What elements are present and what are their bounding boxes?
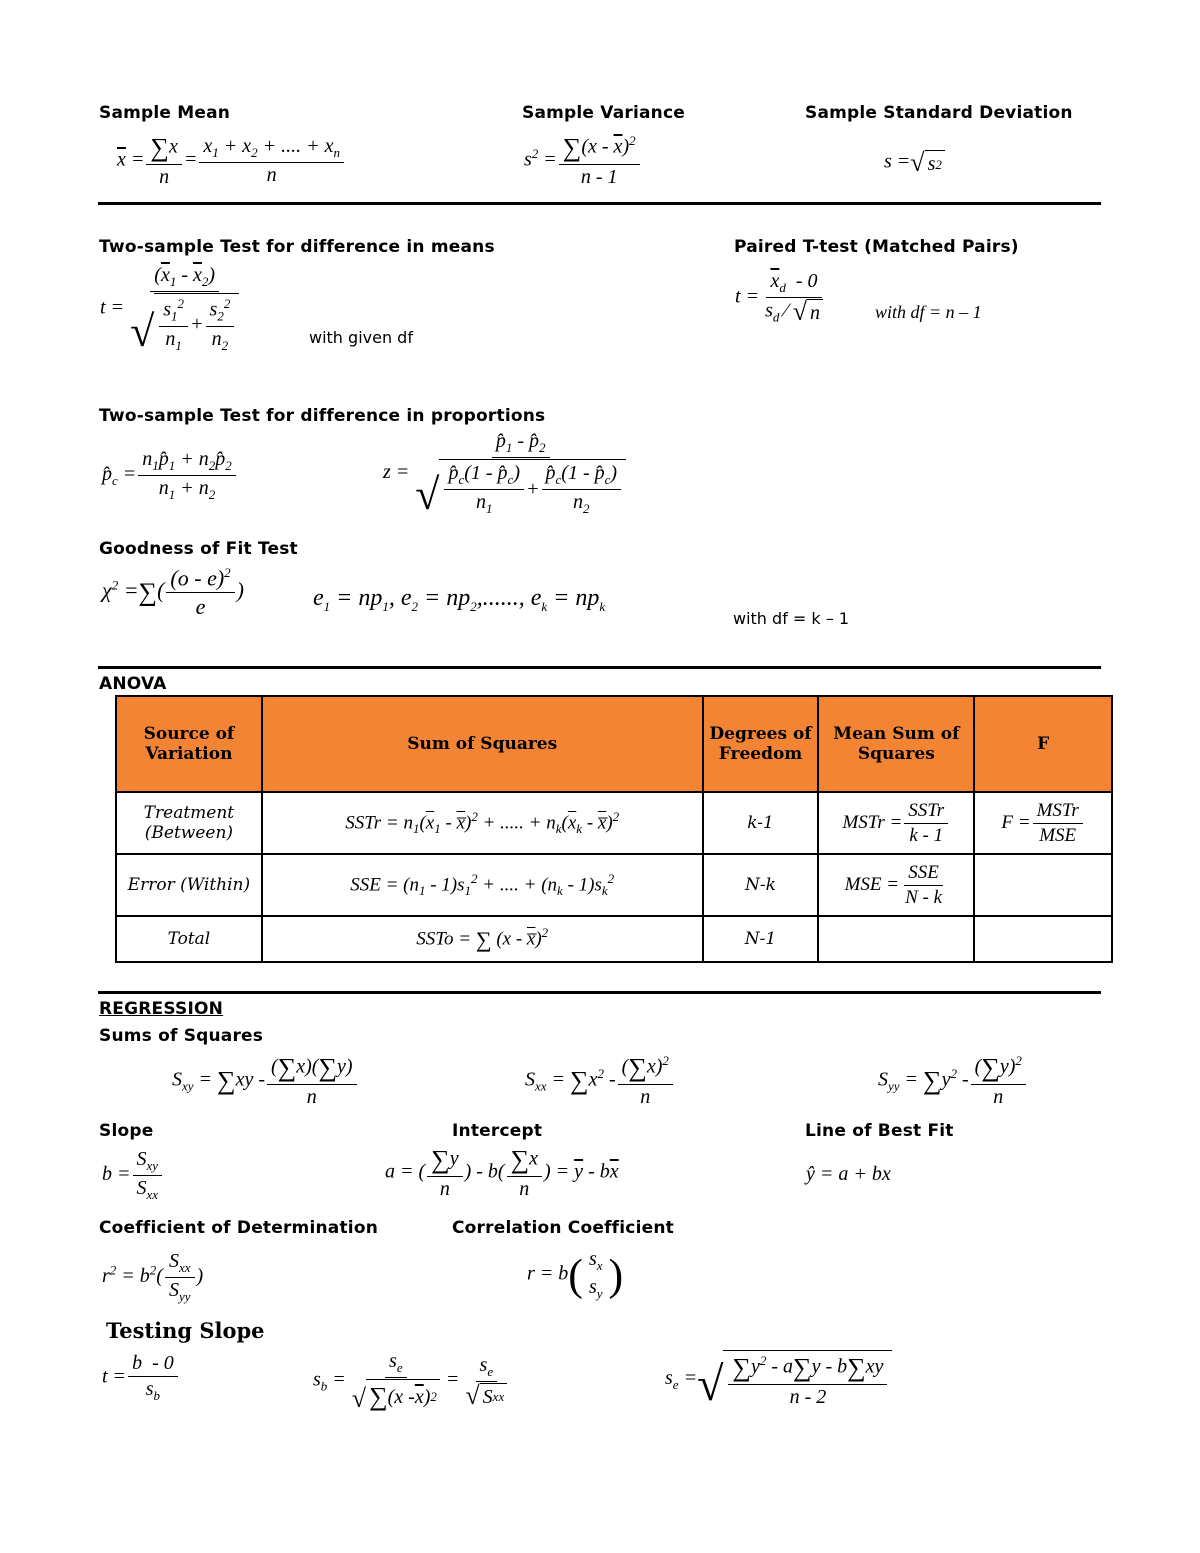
testing-slope-t-formula: t = $\frac{b - 0}{s_b}$ — [102, 1352, 180, 1404]
mstr-formula: MSTr = SSTr k - 1 — [818, 792, 974, 854]
anova-table — [115, 695, 1113, 963]
row-source: Treatment (Between) — [116, 792, 262, 854]
header-sum-of-squares: Sum of Squares — [262, 696, 703, 792]
section-divider — [98, 666, 1101, 669]
two-sample-means-heading: Two-sample Test for difference in means — [99, 237, 495, 257]
header-degrees-of-freedom: Degrees of Freedom — [703, 696, 819, 792]
regression-heading: REGRESSION — [99, 999, 224, 1019]
row-df: k-1 — [703, 792, 819, 854]
slope-heading: Slope — [99, 1121, 154, 1141]
sample-variance-heading: Sample Variance — [522, 103, 685, 123]
correlation-coefficient-formula: r = b( $s_x$ $s_y$ ) — [527, 1248, 624, 1301]
testing-slope-heading: Testing Slope — [106, 1318, 265, 1343]
sample-mean-formula: $\overline{x}$ = $\frac{\sum x}{n}$ = $\frac{x_1 + x_2 + .... + x_n}{n}$ — [117, 133, 346, 189]
coefficient-of-determination-heading: Coefficient of Determination — [99, 1218, 379, 1238]
sample-mean-heading: Sample Mean — [99, 103, 231, 123]
paired-t-heading: Paired T-test (Matched Pairs) — [734, 237, 1019, 257]
two-sample-proportions-heading: Two-sample Test for difference in proportions — [99, 406, 546, 426]
means-df-note: with given df — [309, 328, 413, 347]
empty-cell — [974, 854, 1112, 916]
section-divider — [98, 202, 1101, 205]
expected-counts-formula: $e_1 = np_1$, $e_2 = np_2$,......, $e_k = np_k$ — [313, 585, 606, 614]
gof-df-note: with df = k – 1 — [733, 609, 850, 628]
row-df: N-k — [703, 854, 819, 916]
anova-heading: ANOVA — [99, 674, 167, 694]
header-mean-sum-of-squares: Mean Sum of Squares — [818, 696, 974, 792]
intercept-heading: Intercept — [452, 1121, 543, 1141]
sample-variance-formula: $s^2$ = $\frac{\sum(x - \overline{x})^2}{n - 1}$ — [524, 133, 642, 189]
row-source: Total — [116, 916, 262, 962]
sstr-formula: SSTr = $n_1(\overline{x}_1$ - x̅)$^2$ + ..... + $n_k(\overline{x}_k$ - x̅)$^2$ — [262, 792, 703, 854]
table-row — [116, 854, 1112, 916]
empty-cell — [974, 916, 1112, 962]
sample-sd-formula: s = √ s 2 — [884, 150, 945, 176]
mse-formula: MSE = SSE N - k — [818, 854, 974, 916]
empty-cell — [818, 916, 974, 962]
f-formula: F = MSTr MSE — [974, 792, 1112, 854]
slope-formula: b = $S_{xy}$ $S_{xx}$ — [102, 1148, 164, 1203]
header-f: F — [974, 696, 1112, 792]
syy-formula: $S_{yy} = \sum y^2$ - $\frac{(\sum y)^2}{n}$ — [878, 1053, 1028, 1109]
goodness-of-fit-heading: Goodness of Fit Test — [99, 539, 298, 559]
coefficient-of-determination-formula: $r^2 = b^2$( $S_{xx}$ $S_{yy}$ ) — [102, 1250, 204, 1304]
two-sample-means-formula: t = $(\overline{x}_1 - \overline{x}_2)$ √ $s_1^2$ $n_1$ + $s_2^2$ $n_2$ — [100, 264, 245, 354]
sxx-formula: $S_{xx} = \sum x^2$ - $\frac{(\sum x)^2}{n}$ — [525, 1053, 675, 1109]
sample-sd-heading: Sample Standard Deviation — [805, 103, 1073, 123]
section-divider — [98, 991, 1101, 994]
proportions-z-formula: z = $p̂_1$ - $p̂_2$ √ $p̂_c(1$ - $p̂_c$) $n_1$ + $p̂_c(1$ - $p̂_c$) $n_2$ — [383, 430, 632, 517]
sse-formula: SSE = $(n_1 - 1)s_1^2$ + .... + $(n_k - 1)s_k^2$ — [262, 854, 703, 916]
standard-error-slope-formula: $s_b$ = $s_e$ √ ∑ (x - $\overline{x}$ ) 2 = $s_e$ √ S xx — [313, 1350, 513, 1412]
line-of-best-fit-formula: ŷ = a + bx — [806, 1163, 891, 1185]
anova-header-row — [116, 696, 1112, 792]
intercept-formula: a = ( $\frac{\sum y}{n}$ ) - b( $\frac{\sum x}{n}$ ) = $\overline{y} - b\overline{x}$ — [385, 1145, 619, 1200]
sxy-formula: $S_{xy} = \sum xy$ - $\frac{(\sum x)(\sum y)}{n}$ — [172, 1053, 359, 1109]
residual-standard-error-formula: $s_e$ = √ $\sum y^2 - a\sum y - b\sum xy$ n - 2 — [665, 1350, 892, 1409]
sums-of-squares-heading: Sums of Squares — [99, 1026, 264, 1046]
chi-square-formula: $\chi^2$ =∑( $\frac{(o - e)^2}{e}$ ) — [102, 565, 244, 620]
paired-df-note: with df = n – 1 — [875, 302, 982, 322]
table-row — [116, 916, 1112, 962]
ssto-formula: SSTo = ∑ (x - x̅)$^2$ — [262, 916, 703, 962]
paired-t-formula: t = $\overline{x}_d - 0$ $s_d$ ⁄ √ n — [735, 270, 829, 326]
line-of-best-fit-heading: Line of Best Fit — [805, 1121, 954, 1141]
table-row — [116, 792, 1112, 854]
pooled-proportion-formula: $p̂_c$ = $\frac{n_1p̂_1 + n_2p̂_2}{n_1 + n_2}$ — [102, 448, 238, 503]
row-df: N-1 — [703, 916, 819, 962]
header-source: Source of Variation — [116, 696, 262, 792]
row-source: Error (Within) — [116, 854, 262, 916]
correlation-coefficient-heading: Correlation Coefficient — [452, 1218, 674, 1238]
